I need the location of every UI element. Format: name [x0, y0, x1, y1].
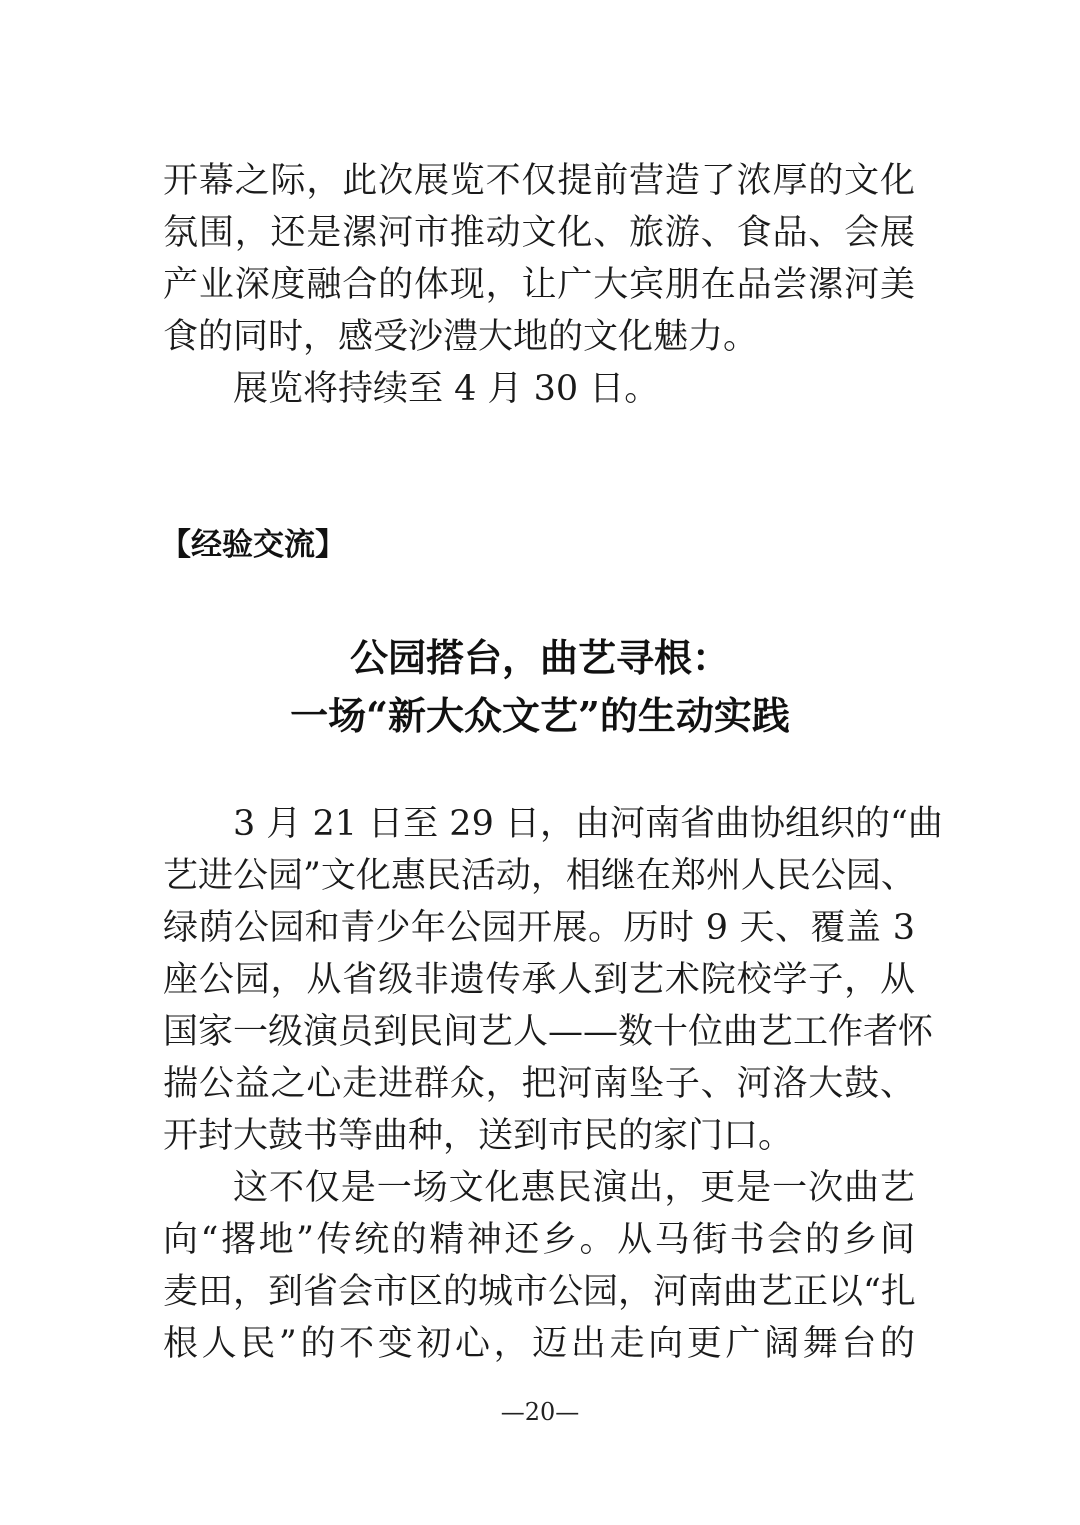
text-line: 展览将持续至 4 月 30 日。	[233, 369, 660, 409]
text-line: 根人民”的不变初心，迈出走向更广阔舞台的	[163, 1324, 915, 1364]
text-line: 食的同时，感受沙澧大地的文化魅力。	[163, 317, 759, 357]
text-line: 氛围，还是漯河市推动文化、旅游、食品、会展	[163, 213, 915, 253]
article-title-line-1: 公园搭台，曲艺寻根：	[349, 635, 730, 680]
text-line: 麦田，到省会市区的城市公园，河南曲艺正以“扎	[163, 1272, 916, 1312]
article-paragraph-2	[163, 1162, 915, 1370]
text-line: 开幕之际，此次展览不仅提前营造了浓厚的文化	[163, 161, 915, 201]
text-line: 艺进公园”文化惠民活动，相继在郑州人民公园、	[163, 856, 916, 896]
text-line: 国家一级演员到民间艺人——数十位曲艺工作者怀	[163, 1012, 934, 1052]
text-line: 这不仅是一场文化惠民演出，更是一次曲艺	[233, 1168, 915, 1208]
article-paragraph-1	[163, 798, 943, 1162]
text-line: 向“撂地”传统的精神还乡。从马街书会的乡间	[163, 1220, 915, 1260]
text-line: 产业深度融合的体现，让广大宾朋在品尝漯河美	[163, 265, 915, 305]
section-tag: 【经验交流】	[160, 527, 346, 563]
text-line: 3 月 21 日至 29 日，由河南省曲协组织的“曲	[233, 804, 943, 844]
article-title-line-2: 一场“新大众文艺”的生动实践	[290, 693, 790, 738]
text-line: 座公园，从省级非遗传承人到艺术院校学子，从	[163, 960, 915, 1000]
page-number: —20—	[500, 1398, 580, 1426]
intro-paragraph	[163, 155, 915, 415]
text-line: 绿荫公园和青少年公园开展。历时 9 天、覆盖 3	[163, 908, 915, 948]
text-line: 揣公益之心走进群众，把河南坠子、河洛大鼓、	[163, 1064, 915, 1104]
text-line: 开封大鼓书等曲种，送到市民的家门口。	[163, 1116, 794, 1156]
